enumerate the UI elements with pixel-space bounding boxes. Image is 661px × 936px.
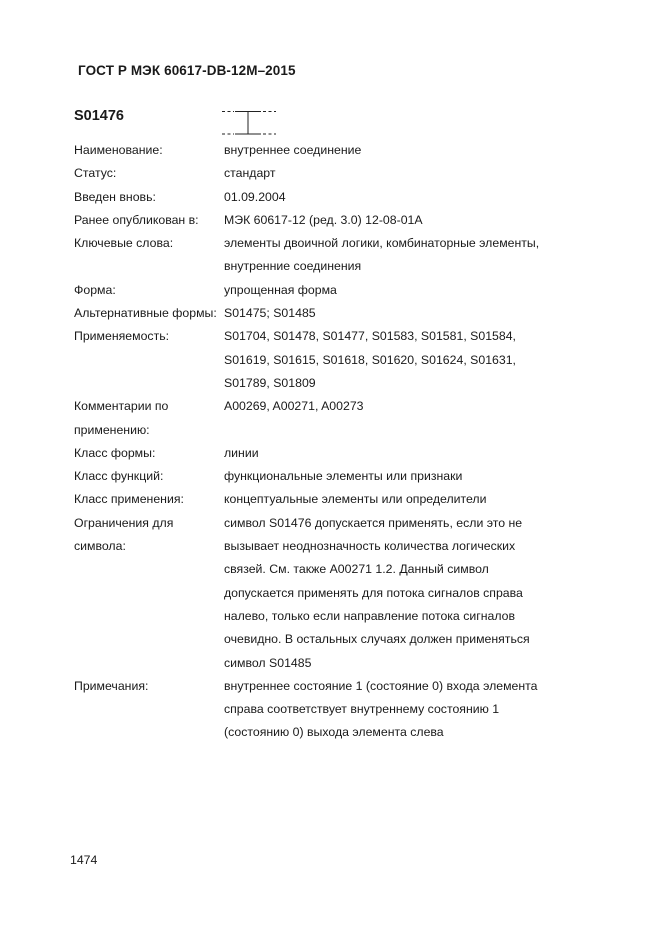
field-row	[74, 279, 594, 302]
field-value-line: внутреннее состояние 1 (состояние 0) входа элемента	[224, 678, 538, 693]
field-label: Класс функций:	[74, 469, 164, 484]
field-value-line: МЭК 60617-12 (ред. 3.0) 12-08-01A	[224, 212, 423, 227]
field-value-line: элементы двоичной логики, комбинаторные элементы,	[224, 236, 540, 251]
field-value-line: допускается применять для потока сигналов справа	[224, 585, 523, 600]
field-value-line: упрощенная форма	[224, 282, 337, 297]
page-number: 1474	[70, 853, 98, 867]
field-value-line: налево, только если направление потока сигналов	[224, 608, 516, 623]
field-label: Ключевые слова:	[74, 236, 174, 251]
field-value-line: (состоянию 0) выхода элемента слева	[224, 725, 444, 740]
field-row	[74, 488, 594, 511]
field-label: Примечания:	[74, 678, 149, 693]
symbol-code: S01476	[74, 108, 124, 124]
field-row	[74, 395, 594, 442]
field-label: Форма:	[74, 282, 116, 297]
field-value-line: символ S01485	[224, 655, 312, 670]
field-label: Класс применения:	[74, 492, 184, 507]
field-row	[74, 209, 594, 232]
field-row	[74, 162, 594, 185]
field-value-line: связей. См. также A00271 1.2. Данный символ	[224, 562, 489, 577]
field-value-line: очевидно. В остальных случаях должен применяться	[224, 632, 530, 647]
field-row	[74, 442, 594, 465]
field-value	[224, 302, 576, 325]
field-label: Ограничения для символа:	[74, 515, 174, 554]
field-value	[224, 488, 576, 511]
field-value	[224, 442, 576, 465]
field-value-line: внутреннее соединение	[224, 143, 362, 157]
field-value	[224, 162, 576, 185]
field-value-line: справа соответствует внутреннему состоянию 1	[224, 702, 500, 717]
field-row	[74, 675, 594, 745]
field-value-line: функциональные элементы или признаки	[224, 469, 463, 484]
field-label: Наименование:	[74, 143, 163, 157]
field-row	[74, 302, 594, 325]
field-label: Применяемость:	[74, 329, 170, 344]
field-value-line: S01789, S01809	[224, 375, 316, 390]
field-label: Альтернативные формы:	[74, 306, 217, 321]
field-value-line: S01619, S01615, S01618, S01620, S01624, S01631,	[224, 352, 516, 367]
field-value	[224, 512, 576, 675]
field-row	[74, 325, 594, 395]
field-value-line: 01.09.2004	[224, 189, 286, 204]
field-row	[74, 139, 594, 162]
field-value	[224, 279, 576, 302]
field-value	[224, 325, 576, 395]
field-value	[224, 465, 576, 488]
field-value-line: символ S01476 допускается применять, если это не	[224, 515, 523, 530]
field-label: Ранее опубликован в:	[74, 212, 199, 227]
field-label: Статус:	[74, 166, 117, 181]
field-value	[224, 139, 576, 162]
field-value-line: S01475; S01485	[224, 306, 316, 321]
field-value-line: A00269, A00271, A00273	[224, 399, 364, 414]
document-header: ГОСТ Р МЭК 60617-DB-12M–2015	[78, 63, 296, 78]
field-row	[74, 512, 594, 675]
field-row	[74, 465, 594, 488]
entry-fields	[74, 139, 594, 745]
field-value	[224, 209, 576, 232]
field-value-line: стандарт	[224, 166, 276, 181]
field-value	[224, 395, 576, 442]
field-value-line: концептуальные элементы или определители	[224, 492, 487, 507]
field-value	[224, 232, 576, 279]
field-value	[224, 186, 576, 209]
field-label: Введен вновь:	[74, 189, 156, 204]
field-label: Комментарии по применению:	[74, 399, 169, 437]
field-value-line: S01704, S01478, S01477, S01583, S01581, S01584,	[224, 329, 516, 344]
field-value-line: внутренние соединения	[224, 259, 362, 274]
field-value	[224, 675, 576, 745]
field-value-line: линии	[224, 445, 259, 460]
field-row	[74, 186, 594, 209]
field-value-line: вызывает неоднозначность количества логических	[224, 539, 516, 554]
internal-connection-symbol-icon	[222, 108, 278, 138]
field-label: Класс формы:	[74, 445, 156, 460]
field-row	[74, 232, 594, 279]
